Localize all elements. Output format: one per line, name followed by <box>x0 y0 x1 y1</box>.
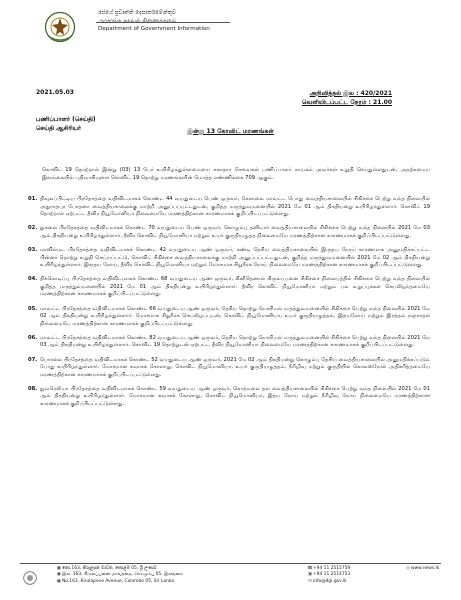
item-number: 08. <box>28 385 38 392</box>
footer-email[interactable]: info@dgi.gov.lk <box>313 578 347 584</box>
location-icon: ● <box>57 572 61 578</box>
recipient-editor: செய்தி ஆசிரியர் <box>36 125 82 132</box>
footer-tel: +94 11 2515759 <box>313 566 351 571</box>
list-item <box>28 335 430 350</box>
release-time: வெளியிடப்பட்ட நேரம் : 21.00 <box>301 99 392 106</box>
location-icon: ● <box>57 578 61 584</box>
address-sinhala: නො.163, කිරුළපන මාවත, කොළඹ 05, ශ්‍රී ලංකාව <box>62 566 157 571</box>
email-icon: ✉ <box>308 578 312 584</box>
item-number: 02. <box>28 225 38 232</box>
item-text: திக்கொடிப்பு பிரதேசத்தை வதிவிடமாகக் கொண்ட 68 வயதுடைய ஆண் ஒருவர், கினிதெனால் கிருலப்பனை சிகிச்சை நிலையத்தில் சிகிச்சை பெற்று வந்த நிலையில் குறித்த மருத்துவமனையில் 2021 மே 01 ஆம் திகதியன்று உயிரிழந்துள்ளார். தீவிர கொவிட் நியூமோனியா மற்றும் பல உறுப்புக்கள் செயலிழந்தமையே மரணத்திற்கான காரணமாகக் குறிப்பிடப்பட்டுள்ளது. <box>40 276 430 298</box>
release-date: 2021.05.03 <box>36 89 74 96</box>
list-item <box>28 225 430 240</box>
release-reference <box>302 89 392 107</box>
fax-icon: ▣ <box>307 572 313 578</box>
document-title <box>0 128 461 136</box>
department-name-english: Department of Government Information <box>98 26 210 33</box>
list-item <box>28 196 430 219</box>
address-english: No.163, Kirulapone Avenue, Colombo 05, Sri Lanka <box>62 578 174 584</box>
sri-lanka-emblem-icon <box>44 10 76 44</box>
item-number: 06. <box>28 334 38 341</box>
list-item <box>28 306 430 329</box>
footer-emblem-icon <box>23 570 37 586</box>
item-text: மாவட்ட பிரதேசத்தை வதிவிடமாகக் கொண்ட 82 வயதுடைய ஆண் ஒருவர், தேசிய தொற்று நோயியல் மருத்துவமனையில் சிகிச்சை பெற்று வந்த நிலையில் 2021 மே 03 ஆம் திகதியன்று உயிரிழந்துள்ளார். கொவிட் 19 தொற்றுடன் ஏற்பட்ட தீவிர நியூமோனியா நிலைமையே மரணத்திற்கான காரணமாகக் குறிப்பிடப்பட்டுள்ளது. <box>40 334 430 349</box>
list-item <box>28 276 430 299</box>
item-number: 01. <box>28 196 38 202</box>
death-list <box>28 196 430 415</box>
list-item <box>28 357 430 380</box>
item-number: 05. <box>28 305 38 312</box>
footer-divider <box>20 563 441 564</box>
footer-contacts <box>307 566 350 585</box>
footer-address <box>56 566 183 585</box>
globe-icon: ◎ <box>406 566 410 571</box>
item-text: நுவரெலியா பிரதேசத்தை வதிவிடமாகக் கொண்ட 59 வயதுடைய ஆண் ஒருவர், கொத்மலை தள வைத்தியசாலையில் சிகிச்சை பெற்று வந்த நிலையில் 2021 மே 01 ஆம் திகதியன்று உயிரிழந்துள்ளார். மோசமான சுவாசக் கோளாறு, கொவிட் நியூமோனியா, இதய நோய் மற்றும் நீரிழிவு நோய் நிலைமையே மரணத்திற்கான காரணமாகக் குறிப்பிடப்பட்டுள்ளது. <box>40 385 430 407</box>
release-number: அறிவித்தல் இல : 420/2021 <box>309 90 392 97</box>
footer-web <box>405 566 439 572</box>
item-text: மாவில்மட பிரதேசத்தை வதிவிடமாகக் கொண்ட 42 வயதுடைய ஆண் ஒருவர், கண்டி தேசிய வைத்தியசாலையில் இருதய நோய் காரணமாக அனுமதிக்கப்பட்ட பின்னர் தொற்று உறுதி செய்யப்பட்டு, கொவிட் சிகிச்சை வைத்தியசாலைக்கு மாற்றி அனுப்பப்பட்டதுடன், குறித்த மருத்துவமனையில் 2021 மே 02 ஆம் திகதியன்று உயிரிழந்துள்ளார். இருதய நோய், தீவிர கொவிட் நியூமோனியா மற்றும் மோசமாக சிறுநீரக நோய் நிலைமையே மரணத்திற்கான காரணமாகக் குறிப்பிடப்பட்டுள்ளது. <box>40 246 430 269</box>
item-text: மாவட்ட பிரதேசத்தை வதிவிடமாகக் கொண்ட 66 வயதுடைய ஆண் ஒருவர், தேசிய தொற்று நோயியல் மருத்துவமனையில் சிகிச்சை பெற்று வந்த நிலையில் 2021 மே 02 ஆம் திகதியன்று உயிரிழந்துள்ளார். மோசமாக சிறுநீரக செயலிழப்புடன், கொவிட் நியூமோனியா, உயர் குருதியழுத்தம், இதயநோய் மற்றும் இரத்தம் நஞ்சாதல் நிலைமையே மரணத்திற்கான காரணமாகக் குறிப்பிடப்பட்டுள்ளது. <box>40 305 430 327</box>
location-icon: ● <box>57 566 61 571</box>
item-number: 07. <box>28 356 38 363</box>
item-text: திவுலப்பிட்டிய பிரதேசத்தை வதிவிடமாகக் கொண்ட 44 வயதுடைய பெண் ஒருவர், கேகாலை மாவட்ட பொது வைத்தியசாலையில் சிகிச்சை பெற்று வந்த நிலையில் அநுராதபுர போதனா வைத்தியசாலைக்கு மாற்றி அனுப்பப்பட்டதுடன், குறித்த மருத்துவமனையில் 2021 மே 01 ஆம் திகதியன்று உயிரிழந்துள்ளார். கொவிட் 19 தொற்றால் ஏற்பட்ட தீவிர நியூமோனியா நிலைமையே மரணத்திற்கான காரணமாகக் குறிப்பிடப்பட்டுள்ளது. <box>40 196 430 218</box>
recipient-director: பணிப்பாளர் (செய்தி) <box>36 116 96 123</box>
header-divider <box>96 22 230 23</box>
phone-icon: ☎ <box>307 566 313 571</box>
item-number: 04. <box>28 276 38 283</box>
item-text: நுகலை பிரதேசத்தை வதிவிடமாகக் கொண்ட 70 வயதுடைய பெண் ஒருவர், கொழும்பு தனியார் வைத்தியசாலையில் சிகிச்சை பெற்று வந்த நிலையில் 2021 மே 03 ஆம் திகதியன்று உயிரிழந்துள்ளார். தீவிர கொவிட் நியூமோனியா மற்றும் உயர் குருதியழுத்த நிலைமையே மரணத்திற்கான காரணமாகக் குறிப்பிடப்பட்டுள்ளது. <box>40 225 430 239</box>
footer-website-link[interactable]: www.news.lk <box>411 566 440 571</box>
list-item <box>28 386 430 409</box>
document-title-text: இன்று 13 கோவிட் மரணங்கள் <box>187 128 274 135</box>
item-number: 03. <box>28 246 38 253</box>
address-tamil: இல. 163, கிருலப்பனை மாவத்தை, கொழும்பு 05, இலங்கை <box>62 572 183 578</box>
intro-paragraph: கொவிட் 19 தொற்றால் இன்று (03) 13 பேர் உயிரிழந்துள்ளமையை சுகாதார சேவைகள் பணிப்பாளர் நாயகம் அவர்கள் உறுதி செய்துள்ளதுடன், அதற்கமைய இலங்கையில் பதிவாகியுள்ள கொவிட் 19 தொற்று மரணங்களின் மொத்த எண்ணிக்கை 709 ஆகும். <box>42 167 430 181</box>
department-name-sinhala: රජයේ ප්‍රවෘත්ති දෙපාර්තමේන්තුව <box>98 10 177 16</box>
item-text: பொரல்ல பிரதேசத்தை வதிவிடமாகக் கொண்ட 52 வயதுடைய ஆண் ஒருவர், 2021 மே 02 ஆம் திகதியன்று கொழும்பு தேசிய வைத்தியசாலையில் அனுமதிக்கப்படும் போது உயிரிழந்துள்ளார். மோசமான சுவாசக் கோளாறு, கொவிட் நியூமோனியா, உயர் குருதியழுத்தம், நீரிழிவு மற்றும் குருதியில் கொலஸ்ரோல் அதிகரித்தமையே மரணத்திற்கான காரணமாகக் குறிப்பிடப்பட்டுள்ளது. <box>40 356 430 378</box>
footer-fax: +94 11 2514753 <box>313 572 351 578</box>
list-item <box>28 247 430 270</box>
